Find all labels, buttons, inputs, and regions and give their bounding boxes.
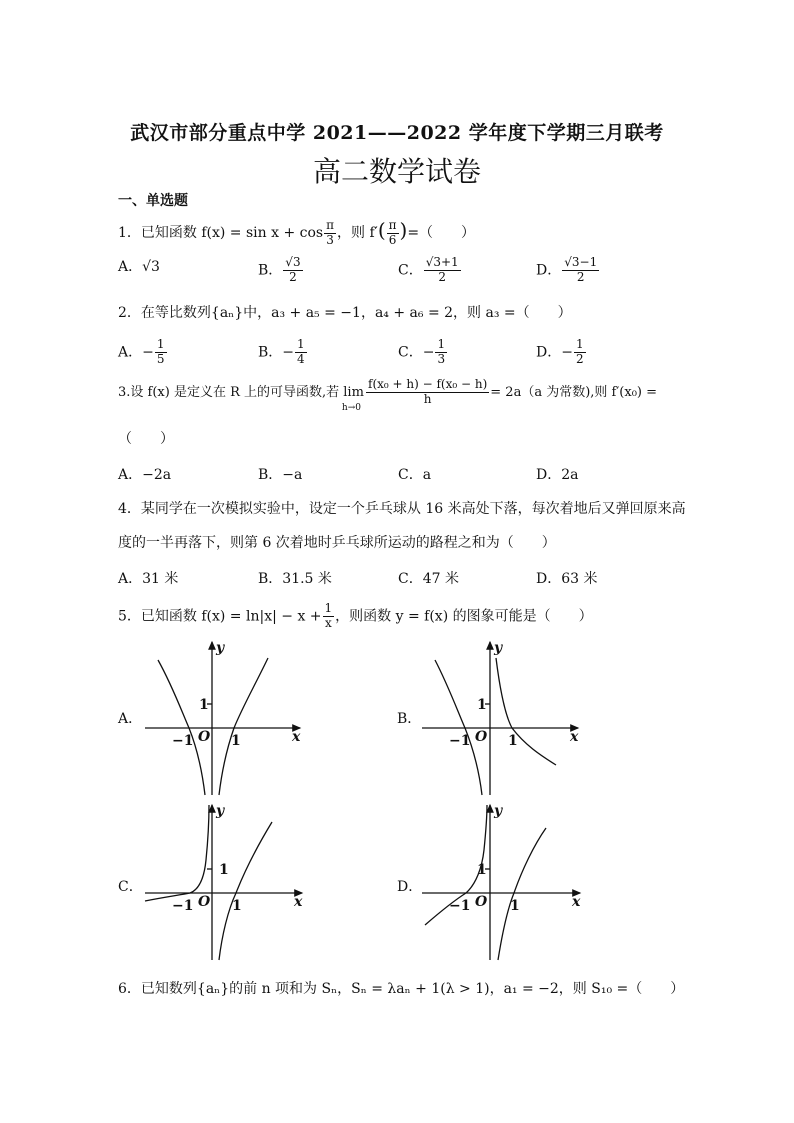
- option-d: D．2a: [536, 467, 579, 483]
- option-a: A．31 米: [118, 571, 179, 587]
- label-one: 1: [477, 862, 487, 878]
- label-one: 1: [477, 697, 487, 713]
- label-x: x: [294, 894, 303, 910]
- label-y: y: [216, 640, 225, 656]
- label-x: x: [570, 729, 579, 745]
- label-neg-one: −1: [449, 898, 471, 914]
- curve-right: [496, 658, 556, 765]
- label-x: x: [572, 894, 581, 910]
- curve-left: [145, 805, 209, 901]
- question-1: 1．已知函数 f(x) = sin x + cos $\frac{\pi}{3}$ ，则 f′( $\frac{\pi}{6}$ )=（ ）: [118, 217, 476, 247]
- graph-label-a: A．: [118, 711, 143, 727]
- label-origin: O: [198, 729, 211, 745]
- label-x: x: [292, 729, 301, 745]
- graph-label-c: C．: [118, 879, 143, 895]
- fraction: $\frac{\pi}{6}$: [388, 217, 397, 247]
- label-y: y: [494, 803, 503, 819]
- graph-label-b: B．: [397, 711, 422, 727]
- option-b: B． $\frac{√3}{2}$: [258, 255, 301, 284]
- curve-right: [219, 822, 272, 960]
- option-a: A．√3: [118, 259, 160, 275]
- label-y: y: [216, 803, 225, 819]
- exam-title: 武汉市部分重点中学 2021——2022 学年度下学期三月联考: [130, 122, 664, 144]
- option-a: A．− $\frac{1}{5}$: [118, 337, 165, 366]
- option-c: C．47 米: [398, 571, 459, 587]
- question-2: 2．在等比数列{aₙ}中，a₃ + a₅ = −1，a₄ + a₆ = 2，则 a₃ =（ ）: [118, 305, 572, 321]
- graph-b: [422, 642, 578, 795]
- graph-d: [422, 805, 580, 960]
- label-origin: O: [475, 894, 488, 910]
- option-a: A．−2a: [118, 467, 172, 483]
- option-b: B．− $\frac{1}{4}$: [258, 337, 305, 366]
- section-heading: 一、单选题: [118, 193, 188, 209]
- option-d: D． $\frac{√3-1}{2}$: [536, 255, 598, 284]
- label-one-x: 1: [231, 733, 241, 749]
- option-d: D．63 米: [536, 571, 598, 587]
- label-one-x: 1: [508, 733, 518, 749]
- limit-subscript: h→0: [341, 402, 361, 413]
- question-4-line1: 4．某同学在一次模拟实验中，设定一个乒乓球从 16 米高处下落，每次着地后又弹回原来高: [118, 501, 686, 517]
- option-d: D．− $\frac{1}{2}$: [536, 337, 584, 366]
- option-c: C． $\frac{√3+1}{2}$: [398, 255, 459, 284]
- label-origin: O: [475, 729, 488, 745]
- exam-subtitle: 高二数学试卷: [312, 155, 481, 188]
- label-neg-one: −1: [449, 733, 471, 749]
- question-4-line2: 度的一半再落下，则第 6 次着地时乒乓球所运动的路程之和为（ ）: [118, 535, 556, 551]
- label-one: 1: [219, 862, 229, 878]
- graph-label-d: D．: [397, 879, 423, 895]
- option-b: B．−a: [258, 467, 303, 483]
- label-neg-one: −1: [172, 898, 194, 914]
- question-3: 3.设 f(x) 是定义在 R 上的可导函数,若 limh→0 $\frac{\text{f(x₀ + h) − f(x₀ − h)}}{h}$ = 2a（a 为常数),则 f′(x₀) =: [118, 377, 658, 413]
- fraction: $\frac{\pi}{3}$: [326, 217, 334, 247]
- option-c: C．a: [398, 467, 432, 483]
- curve-right: [498, 828, 546, 960]
- graph-c: [145, 805, 302, 960]
- question-3-blank: （ ）: [118, 431, 174, 447]
- option-b: B．31.5 米: [258, 571, 332, 587]
- question-6: 6．已知数列{aₙ}的前 n 项和为 Sₙ，Sₙ = λaₙ + 1(λ > 1)，a₁ = −2，则 S₁₀ =（ ）: [118, 981, 685, 997]
- label-origin: O: [198, 894, 211, 910]
- label-one-x: 1: [232, 898, 242, 914]
- label-one-x: 1: [510, 898, 520, 914]
- label-y: y: [494, 640, 503, 656]
- graph-a: [145, 642, 300, 795]
- curve-right: [219, 658, 268, 795]
- option-c: C．− $\frac{1}{3}$: [398, 337, 446, 366]
- label-neg-one: −1: [172, 733, 194, 749]
- question-5: 5．已知函数 f(x) = ln|x| − x + $\frac{1}{x}$ ，则函数 y = f(x) 的图象可能是（ ）: [118, 601, 593, 630]
- label-one: 1: [199, 697, 209, 713]
